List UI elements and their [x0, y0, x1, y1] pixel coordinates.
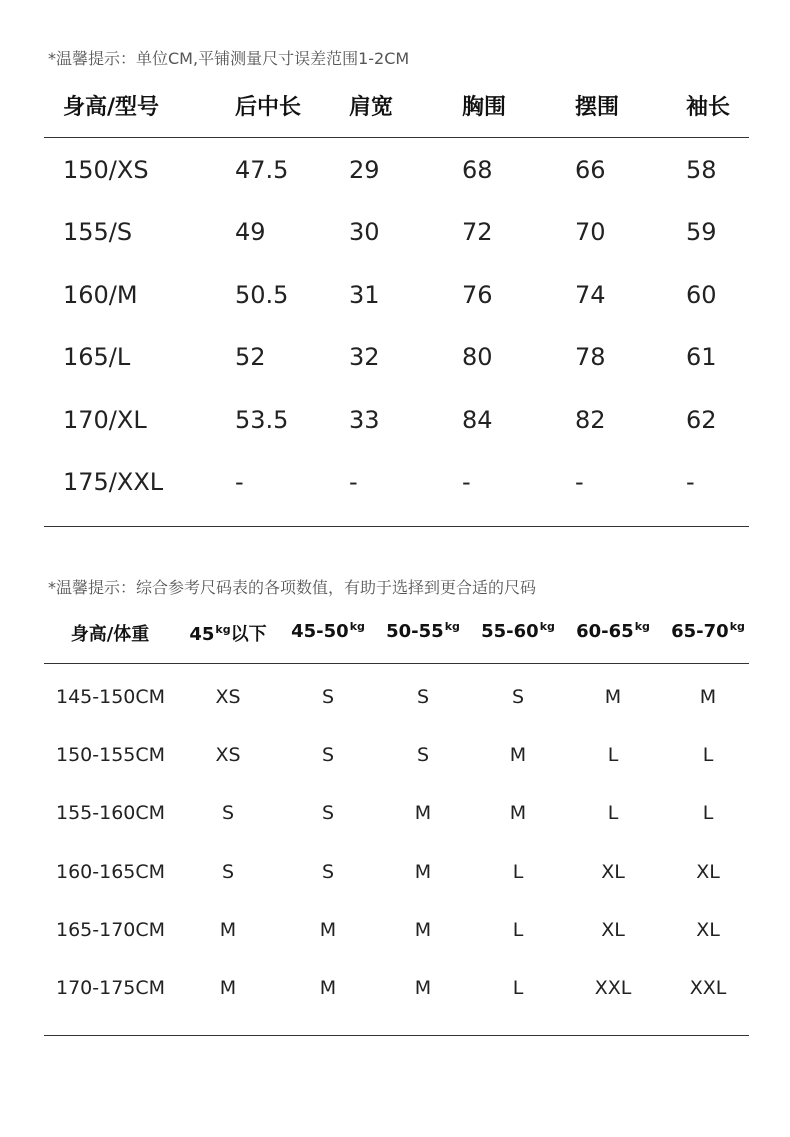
unit-kg: kg: [539, 620, 555, 633]
cell-size: XXL: [594, 977, 632, 999]
unit-kg: kg: [729, 620, 745, 633]
cell-size: M: [414, 861, 432, 883]
cell-sleeve-length: 62: [686, 406, 717, 434]
header-text: 60-65: [576, 621, 634, 642]
cell-height-range: 160-165CM: [56, 861, 166, 883]
cell-size: M: [699, 686, 717, 708]
cell-size: XXL: [689, 977, 727, 999]
cell-height-range: 145-150CM: [56, 686, 166, 708]
cell-size: M: [414, 802, 432, 824]
cell-size: L: [607, 744, 619, 766]
unit-kg: kg: [215, 623, 231, 636]
cell-size: L: [702, 802, 714, 824]
cell-hem: 78: [575, 343, 606, 371]
cell-size: M: [319, 977, 337, 999]
cell-shoulder-width: 31: [349, 281, 380, 309]
cell-size: M: [414, 977, 432, 999]
cell-size: L: [702, 744, 714, 766]
cell-shoulder-width: 29: [349, 156, 380, 184]
cell-chest: 80: [462, 343, 493, 371]
cell-size: S: [511, 686, 525, 708]
cell-hem: 66: [575, 156, 606, 184]
header-suffix: 以下: [230, 624, 267, 645]
cell-size: S: [321, 802, 335, 824]
header-sleeve-length: 袖长: [686, 95, 731, 120]
header-weight-range: [291, 620, 365, 642]
header-text: 50-55: [386, 621, 444, 642]
header-back-length: 后中长: [235, 95, 302, 120]
header-shoulder-width: 肩宽: [349, 95, 394, 120]
cell-height-range: 170-175CM: [56, 977, 166, 999]
cell-height-model: 160/M: [63, 281, 138, 309]
cell-sleeve-length: 60: [686, 281, 717, 309]
header-weight-range: [671, 620, 745, 642]
cell-shoulder-width: -: [349, 468, 358, 496]
cell-sleeve-length: 61: [686, 343, 717, 371]
cell-size: L: [512, 977, 524, 999]
header-chest: 胸围: [462, 95, 507, 120]
cell-size: L: [607, 802, 619, 824]
table2-header-rule: [44, 663, 749, 664]
cell-hem: 70: [575, 218, 606, 246]
cell-height-range: 150-155CM: [56, 744, 166, 766]
cell-size: XS: [215, 686, 241, 708]
cell-size: M: [604, 686, 622, 708]
header-text: 45: [189, 624, 215, 645]
cell-size: XL: [696, 919, 720, 941]
header-weight-range: [481, 620, 555, 642]
cell-chest: 72: [462, 218, 493, 246]
header-text: 65-70: [671, 621, 729, 642]
unit-kg: kg: [634, 620, 650, 633]
cell-size: S: [416, 744, 430, 766]
cell-sleeve-length: 59: [686, 218, 717, 246]
table1-header-rule: [44, 137, 749, 138]
table2-bottom-rule: [44, 1035, 749, 1036]
header-height-weight: [71, 620, 150, 646]
cell-size: M: [509, 744, 527, 766]
cell-size: M: [509, 802, 527, 824]
header-weight-range: [189, 620, 266, 646]
cell-height-model: 165/L: [63, 343, 131, 371]
cell-size: M: [219, 977, 237, 999]
unit-kg: kg: [444, 620, 460, 633]
cell-shoulder-width: 33: [349, 406, 380, 434]
recommendation-note: *温馨提示：综合参考尺码表的各项数值，有助于选择到更合适的尺码: [48, 578, 537, 597]
cell-size: S: [221, 802, 235, 824]
cell-size: L: [512, 861, 524, 883]
cell-chest: -: [462, 468, 471, 496]
cell-back-length: 47.5: [235, 156, 289, 184]
cell-hem: -: [575, 468, 584, 496]
cell-size: XL: [601, 861, 625, 883]
cell-back-length: 50.5: [235, 281, 289, 309]
cell-size: XL: [601, 919, 625, 941]
cell-chest: 76: [462, 281, 493, 309]
cell-size: XL: [696, 861, 720, 883]
header-text: 45-50: [291, 621, 349, 642]
cell-size: M: [319, 919, 337, 941]
table1-bottom-rule: [44, 526, 749, 527]
cell-back-length: -: [235, 468, 244, 496]
cell-height-model: 150/XS: [63, 156, 149, 184]
cell-size: S: [321, 744, 335, 766]
cell-chest: 68: [462, 156, 493, 184]
measurement-note: *温馨提示：单位CM,平铺测量尺寸误差范围1-2CM: [48, 49, 410, 68]
cell-sleeve-length: 58: [686, 156, 717, 184]
header-weight-range: [576, 620, 650, 642]
unit-kg: kg: [349, 620, 365, 633]
cell-hem: 82: [575, 406, 606, 434]
cell-height-model: 170/XL: [63, 406, 147, 434]
cell-size: L: [512, 919, 524, 941]
cell-size: M: [414, 919, 432, 941]
header-text: 55-60: [481, 621, 539, 642]
cell-size: S: [321, 686, 335, 708]
cell-chest: 84: [462, 406, 493, 434]
cell-size: XS: [215, 744, 241, 766]
cell-size: S: [416, 686, 430, 708]
header-height-model: 身高/型号: [63, 95, 160, 120]
cell-shoulder-width: 30: [349, 218, 380, 246]
cell-size: S: [221, 861, 235, 883]
header-hem: 摆围: [575, 95, 620, 120]
header-weight-range: [386, 620, 460, 642]
header-text: 身高/体重: [70, 624, 150, 645]
cell-shoulder-width: 32: [349, 343, 380, 371]
cell-size: M: [219, 919, 237, 941]
cell-back-length: 52: [235, 343, 266, 371]
cell-height-range: 165-170CM: [56, 919, 166, 941]
cell-hem: 74: [575, 281, 606, 309]
cell-back-length: 53.5: [235, 406, 289, 434]
cell-size: S: [321, 861, 335, 883]
cell-height-model: 155/S: [63, 218, 133, 246]
cell-sleeve-length: -: [686, 468, 695, 496]
cell-back-length: 49: [235, 218, 266, 246]
cell-height-range: 155-160CM: [56, 802, 166, 824]
cell-height-model: 175/XXL: [63, 468, 164, 496]
